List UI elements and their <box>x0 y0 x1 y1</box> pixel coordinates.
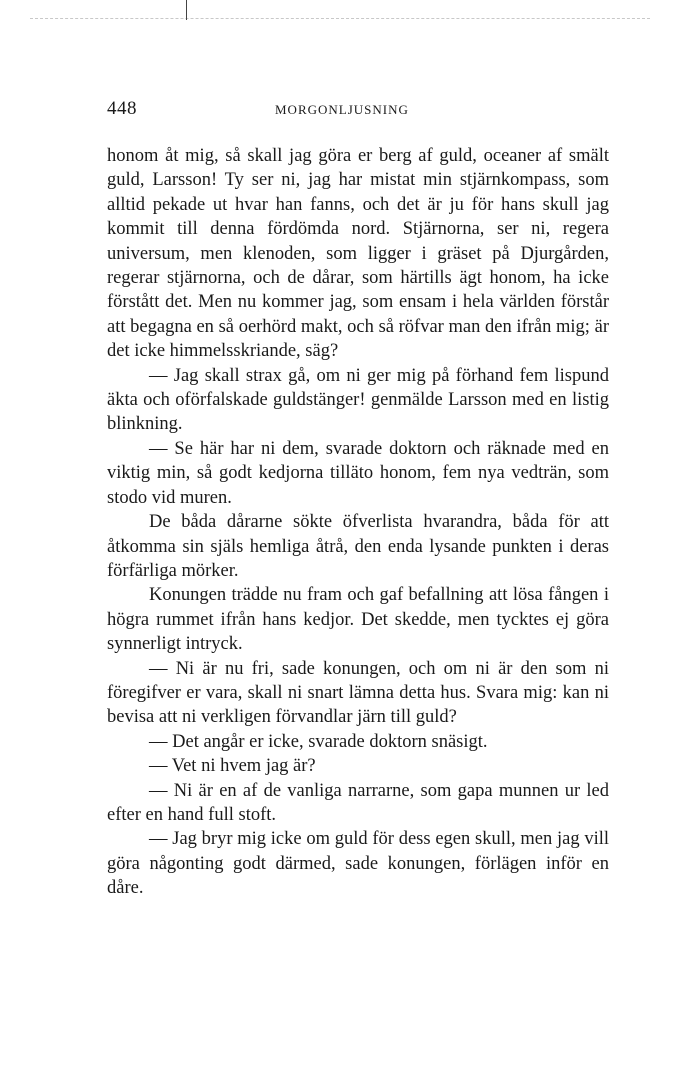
paragraph-10: — Jag bryr mig icke om guld för dess egen skull, men jag vill göra någonting godt därmed, sade konungen, förlägen inför en dåre. <box>107 829 609 899</box>
paragraph-9: — Ni är en af de vanliga narrarne, som gapa munnen ur led efter en hand full stoft. <box>107 780 609 825</box>
paragraph-4: De båda dårarne sökte öfverlista hvarandra, båda för att åtkomma sin själs hemliga åtrå, den enda lysande punkten i deras förfärliga mörker. <box>107 512 609 581</box>
paragraph-3: — Se här har ni dem, svarade doktorn och räknade med en viktig min, så godt kedjorna tilläto honom, fem nya vedträn, som stodo vid muren. <box>107 438 609 508</box>
paragraph-6: — Ni är nu fri, sade konungen, och om ni är den som ni föregifver er vara, skall ni snart lämna detta hus. Svara mig: kan ni bevisa att ni verkligen förvandlar järn till guld? <box>107 658 609 728</box>
paragraph-1: honom åt mig, så skall jag göra er berg af guld, oceaner af smält guld, Larsson! Ty ser ni, jag har mistat min stjärnkompass, som alltid pekade ut hvar han fanns, och det är ju för hans skull jag kommit till denna fördömda nord. Stjärnorna, ser ni, regera universum, men klenoden, som ligger i gräset på Djurgården, regerar stjärnorna, och de dårar, som härtills ägt honom, ha icke förstått det. Men nu kommer jag, som ensam i hela världen förstår att begagna en så oerhörd makt, och så röfvar man den ifrån mig; är det icke himmelsskriande, säg? <box>107 146 609 362</box>
book-page <box>107 98 609 901</box>
paragraph-5: Konungen trädde nu fram och gaf befallning att lösa fången i högra rummet ifrån hans kedjor. Det skedde, men tycktes ej göra synnerligt intryck. <box>107 585 609 655</box>
running-head: MORGONLJUSNING <box>275 102 409 117</box>
top-scan-rule <box>30 18 650 19</box>
paragraph-7: — Det angår er icke, svarade doktorn snäsigt. <box>149 731 488 752</box>
paragraph-8: — Vet ni hvem jag är? <box>149 756 316 777</box>
top-scan-mark <box>186 0 187 20</box>
page-number: 448 <box>107 98 137 119</box>
paragraph-2: — Jag skall strax gå, om ni ger mig på förhand fem lispund äkta och oförfalskade guldstänger! genmälde Larsson med en listig blinkning. <box>107 365 609 435</box>
body-text <box>107 144 609 901</box>
page-header <box>107 98 609 124</box>
